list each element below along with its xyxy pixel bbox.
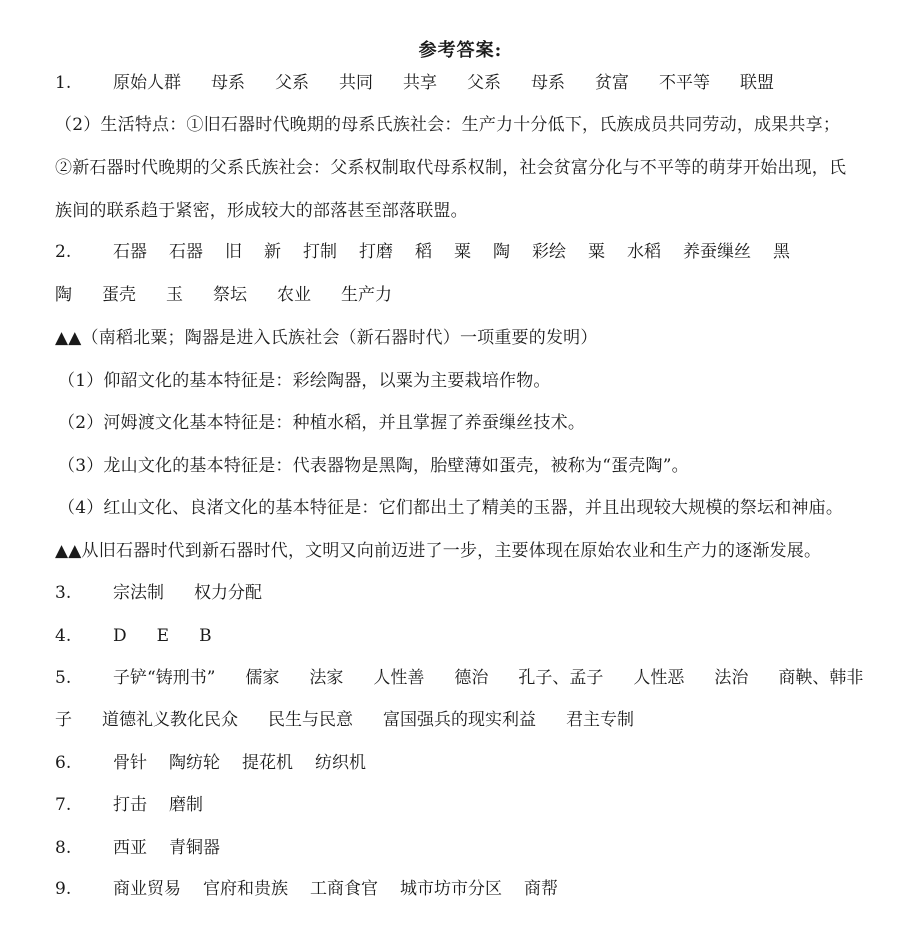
- q2-note-1: ▲▲（南稻北粟；陶器是进入氏族社会（新石器时代）一项重要的发明）: [55, 328, 598, 348]
- q5-item: 君主专制: [566, 710, 634, 730]
- q1-item: 父系: [275, 73, 309, 93]
- q6-item: 陶纺轮: [169, 753, 220, 773]
- q3-number: 3.: [55, 583, 72, 603]
- q2-item: 陶: [55, 285, 72, 305]
- q1-item: 贫富: [595, 73, 629, 93]
- q2-item: 生产力: [341, 285, 392, 305]
- q4-number: 4.: [55, 626, 72, 646]
- q9-item: 商帮: [524, 879, 558, 899]
- q1-item: 母系: [211, 73, 245, 93]
- q7-number: 7.: [55, 795, 72, 815]
- q4-item: D: [113, 626, 127, 646]
- q2-sub-2: （2）河姆渡文化基本特征是：种植水稻，并且掌握了养蚕缫丝技术。: [58, 413, 586, 433]
- q2-answers: [55, 240, 812, 264]
- q5-item: 孔子、孟子: [518, 668, 604, 688]
- q5-answers: [55, 666, 893, 690]
- q2-item: 稻: [415, 242, 432, 262]
- q2-sub-1: （1）仰韶文化的基本特征是：彩绘陶器，以粟为主要栽培作物。: [58, 371, 551, 391]
- q2-item: 农业: [277, 285, 311, 305]
- q7-item: 打击: [113, 795, 147, 815]
- q7-answers: [55, 793, 225, 817]
- q2-item: 旧: [225, 242, 242, 262]
- q2-item: 黑: [773, 242, 790, 262]
- q2-note-2: ▲▲从旧石器时代到新石器时代，文明又向前迈进了一步，主要体现在原始农业和生产力的逐渐发展。: [55, 541, 822, 561]
- q9-number: 9.: [55, 879, 72, 899]
- q2-item: 陶: [493, 242, 510, 262]
- q2-item: 水稻: [627, 242, 661, 262]
- q5-item: 道德礼义教化民众: [102, 710, 238, 730]
- q2-item: 祭坛: [213, 285, 247, 305]
- q3-item: 权力分配: [194, 583, 262, 603]
- q1-p2-line2: ②新石器时代晚期的父系氏族社会：父系权制取代母系权制，社会贫富分化与不平等的萌芽开始出现，氏: [55, 158, 847, 178]
- q4-item: E: [156, 626, 170, 646]
- q5-item: 人性善: [373, 668, 425, 688]
- q5-item: 法家: [309, 668, 344, 688]
- q1-item: 联盟: [740, 73, 774, 93]
- q6-number: 6.: [55, 753, 72, 773]
- q8-item: 青铜器: [169, 838, 220, 858]
- page-title: 参考答案:: [418, 40, 503, 61]
- q5-item: 德治: [454, 668, 489, 688]
- q1-item: 共同: [339, 73, 373, 93]
- q5-item: 人性恶: [633, 668, 685, 688]
- q2-item: 彩绘: [532, 242, 566, 262]
- q2-item: 粟: [588, 242, 605, 262]
- q2-item: 粟: [454, 242, 471, 262]
- q8-item: 西亚: [113, 838, 147, 858]
- q1-number: 1.: [55, 73, 72, 93]
- q5-number: 5.: [55, 668, 72, 688]
- q2-item: 蛋壳: [102, 285, 136, 305]
- q3-answers: [55, 581, 292, 605]
- q2-number: 2.: [55, 242, 72, 262]
- q2-item: 打制: [303, 242, 337, 262]
- q7-item: 磨制: [169, 795, 203, 815]
- q2-item: 新: [264, 242, 281, 262]
- q8-number: 8.: [55, 838, 72, 858]
- q9-answers: [55, 877, 580, 901]
- q9-item: 工商食官: [310, 879, 378, 899]
- q9-item: 城市坊市分区: [400, 879, 502, 899]
- q5-item: 子铲“铸刑书”: [113, 668, 216, 688]
- q5-item: 子: [55, 710, 72, 730]
- q6-item: 纺织机: [315, 753, 366, 773]
- q1-item: 母系: [531, 73, 565, 93]
- q6-item: 提花机: [242, 753, 293, 773]
- q2-sub-3: （3）龙山文化的基本特征是：代表器物是黑陶，胎壁薄如蛋壳，被称为“蛋壳陶”。: [58, 456, 689, 476]
- q2-item: 玉: [166, 285, 183, 305]
- q9-item: 商业贸易: [113, 879, 181, 899]
- q1-item: 不平等: [659, 73, 710, 93]
- q1-p2-line1: （2）生活特点：①旧石器时代晚期的母系氏族社会：生产力十分低下，氏族成员共同劳动，成果共享；: [55, 115, 841, 135]
- q5-item: 法治: [714, 668, 749, 688]
- q5-item: 儒家: [245, 668, 280, 688]
- q1-answers: [55, 71, 804, 95]
- q1-item: 父系: [467, 73, 501, 93]
- q4-answers: [55, 624, 242, 648]
- q5-item: 商鞅、韩非: [778, 668, 864, 688]
- q9-item: 官府和贵族: [203, 879, 288, 899]
- q2-item: 石器: [113, 242, 147, 262]
- q3-item: 宗法制: [113, 583, 164, 603]
- q2-answers-cont: [55, 283, 422, 307]
- q2-sub-4: （4）红山文化、良渚文化的基本特征是：它们都出土了精美的玉器，并且出现较大规模的祭坛和神庙。: [58, 498, 844, 518]
- q1-p2-line3: 族间的联系趋于紧密，形成较大的部落甚至部落联盟。: [55, 201, 468, 221]
- q5-answers-cont: [55, 708, 664, 732]
- q1-item: 共享: [403, 73, 437, 93]
- q5-item: 民生与民意: [268, 710, 353, 730]
- q6-answers: [55, 751, 388, 775]
- q4-item: B: [199, 626, 212, 646]
- q5-item: 富国强兵的现实利益: [383, 710, 536, 730]
- q1-item: 原始人群: [113, 73, 181, 93]
- q8-answers: [55, 836, 242, 860]
- q6-item: 骨针: [113, 753, 147, 773]
- q2-item: 养蚕缫丝: [683, 242, 751, 262]
- q2-item: 打磨: [359, 242, 393, 262]
- q2-item: 石器: [169, 242, 203, 262]
